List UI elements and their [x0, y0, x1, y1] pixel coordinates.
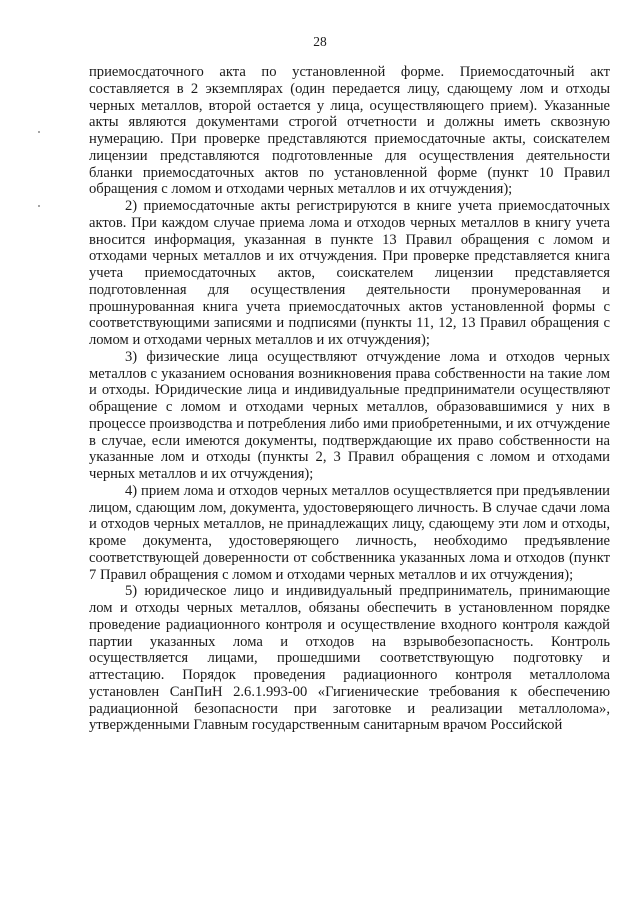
paragraph-item-2: 2) приемосдаточные акты регистрируются в книге учета приемосдаточных актов. При каждом случае приема лома и отходов черных металлов в книгу учета вносится информация, указанная в пункте 13 Правил обращения с ломом и отходами черных металлов и их отчуждения. При проверке представляется книга учета приемосдаточных актов, соискателем лицензии представляется подготовленная для осуществления деятельности пронумерованная и прошнурованная книга учета приемосдаточных актов установленной формы с соответствующими записями и подписями (пункты 11, 12, 13 Правил обращения с ломом и отходами черных металлов и их отчуждения); [89, 198, 610, 348]
paragraph-item-3: 3) физические лица осуществляют отчуждение лома и отходов черных металлов с указанием основания возникновения права собственности на такие лом и отходы. Юридические лица и индивидуальные предприниматели осуществляют обращение с ломом и отходами черных металлов, образовавшимися у них в процессе производства и потребления либо ими приобретенными, и их отчуждение в случае, если имеются документы, подтверждающие их право собственности на указанные лом и отходы (пункты 2, 3 Правил обращения с ломом и отходами черных металлов и их отчуждения); [89, 348, 610, 482]
paragraph-item-5: 5) юридическое лицо и индивидуальный предприниматель, принимающие лом и отходы черных металлов, обязаны обеспечить в установленном порядке проведение радиационного контроля и осуществление входного контроля каждой партии указанных лома и отходов на взрывобезопасность. Контроль осуществляется лицами, прошедшими соответствующую подготовку и аттестацию. Порядок проведения радиационного контроля металлолома установлен СанПиН 2.6.1.993-00 «Гигиенические требования к обеспечению радиационной безопасности при заготовке и реализации металлолома», утвержденными Главным государственным санитарным врачом Российской [89, 583, 610, 734]
margin-speck [38, 131, 40, 133]
margin-speck [38, 205, 40, 207]
paragraph-item-4: 4) прием лома и отходов черных металлов осуществляется при предъявлении лицом, сдающим лом, документа, удостоверяющего личность. В случае сдачи лома и отходов черных металлов, не принадлежащих лицу, сдающему эти лом и отходы, кроме документа, удостоверяющего личность, необходимо предъявление соответствующей доверенности от собственника указанных лома и отходов (пункт 7 Правил обращения с ломом и отходами черных металлов и их отчуждения); [89, 482, 610, 583]
page-number: 28 [313, 34, 327, 49]
paragraph-continuation: приемосдаточного акта по установленной форме. Приемосдаточный акт составляется в 2 экземплярах (один передается лицу, сдающему лом и отходы черных металлов, второй остается у лица, осуществляющего прием). Указанные акты являются документами строгой отчетности и должны иметь сквозную нумерацию. При проверке представляются приемосдаточные акты, соискателем лицензии представляются подготовленные для осуществления деятельности бланки приемосдаточных актов по установленной форме (пункт 10 Правил обращения с ломом и отходами черных металлов и их отчуждения); [89, 64, 610, 198]
document-body [89, 64, 610, 734]
